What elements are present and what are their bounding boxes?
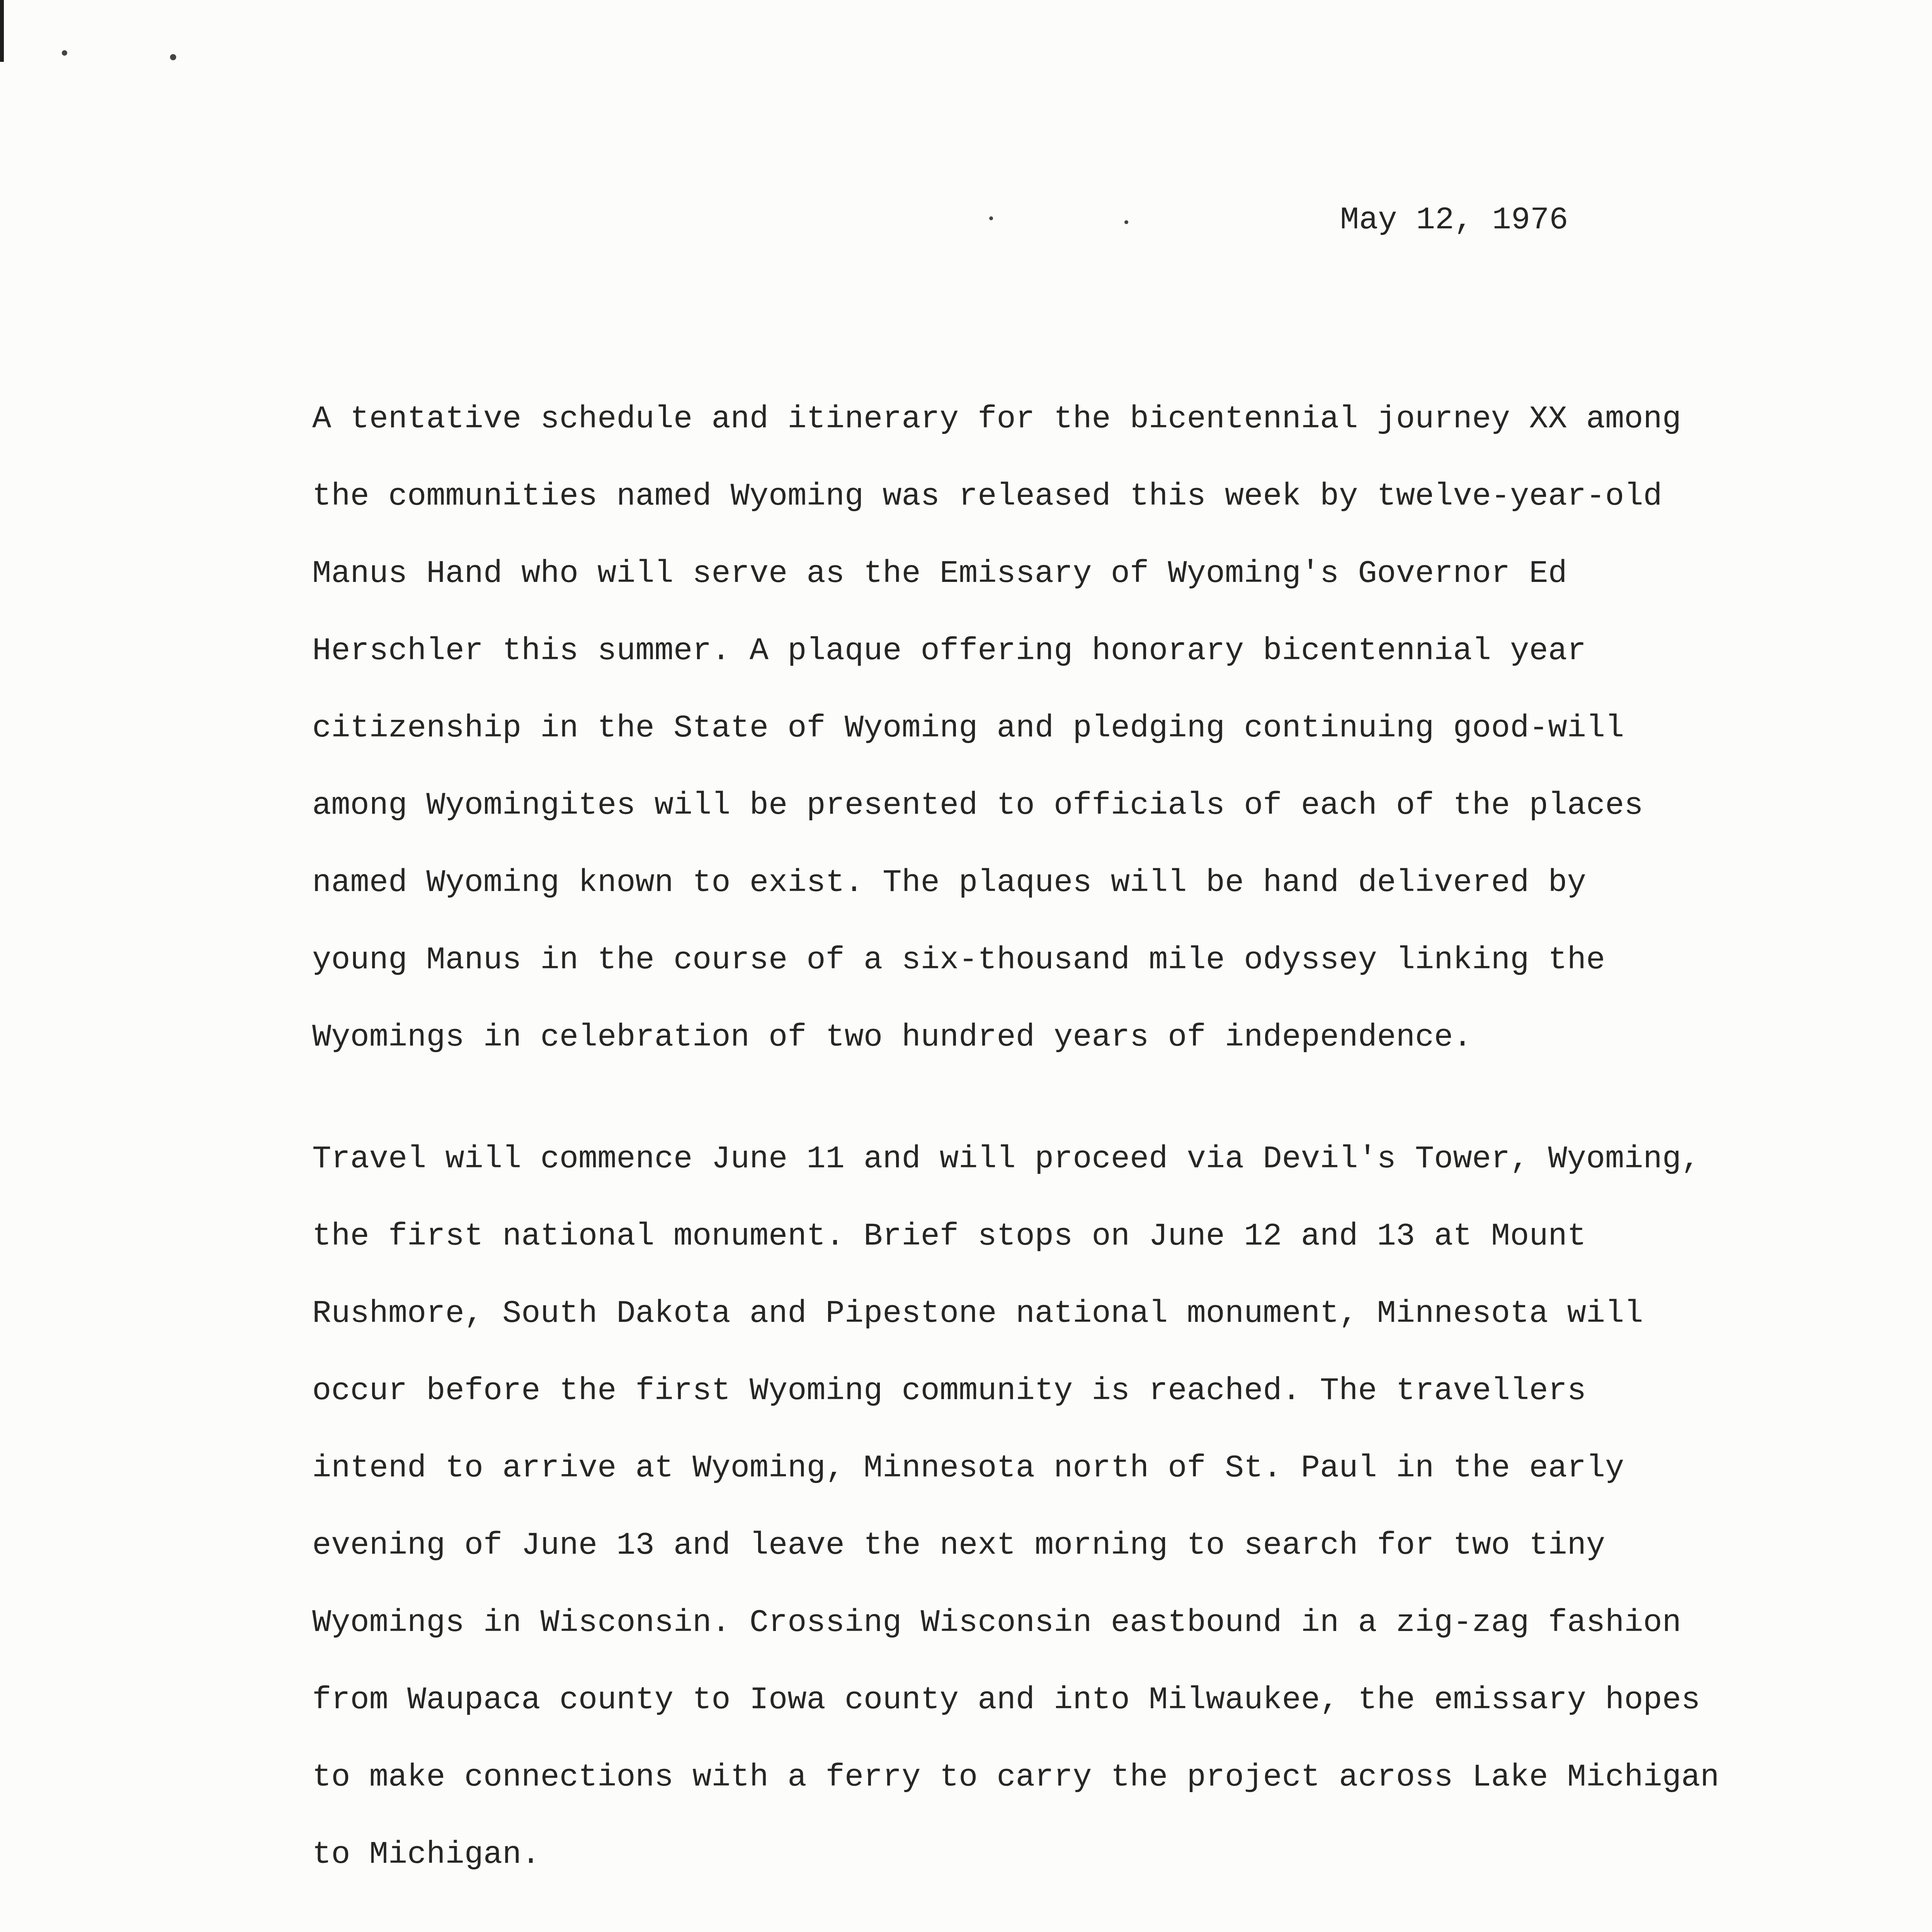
body-text-line: to Michigan. [312, 1837, 541, 1872]
body-text-line: the first national monument. Brief stops on June 12 and 13 at Mount [312, 1218, 1586, 1254]
scan-speck [62, 50, 67, 56]
body-text-line: intend to arrive at Wyoming, Minnesota north of St. Paul in the early [312, 1450, 1624, 1486]
scan-speck [1124, 220, 1128, 224]
body-text-line: young Manus in the course of a six-thousand mile odyssey linking the [312, 942, 1605, 978]
scan-speck [170, 54, 176, 60]
body-text-line: occur before the first Wyoming community is reached. The travellers [312, 1373, 1586, 1409]
body-text-line: Rushmore, South Dakota and Pipestone national monument, Minnesota will [312, 1296, 1643, 1332]
scan-edge-mark [0, 0, 4, 62]
body-text-line: Manus Hand who will serve as the Emissary of Wyoming's Governor Ed [312, 556, 1567, 592]
scan-speck [989, 216, 993, 220]
body-text-line: A tentative schedule and itinerary for the bicentennial journey XX among [312, 401, 1681, 437]
body-text-line: from Waupaca county to Iowa county and into Milwaukee, the emissary hopes [312, 1682, 1701, 1718]
body-text-line: Herschler this summer. A plaque offering honorary bicentennial year [312, 633, 1586, 669]
body-text-line: Travel will commence June 11 and will proceed via Devil's Tower, Wyoming, [312, 1141, 1701, 1177]
body-text-line: the communities named Wyoming was released this week by twelve-year-old [312, 478, 1662, 514]
body-text-line: among Wyomingites will be presented to officials of each of the places [312, 787, 1643, 823]
body-text-line: Wyomings in celebration of two hundred years of independence. [312, 1019, 1472, 1055]
body-text-line: to make connections with a ferry to carry the project across Lake Michigan [312, 1759, 1719, 1795]
body-text-line: named Wyoming known to exist. The plaques will be hand delivered by [312, 865, 1586, 901]
body-text-line: evening of June 13 and leave the next morning to search for two tiny [312, 1527, 1605, 1563]
body-text-line: Wyomings in Wisconsin. Crossing Wisconsin eastbound in a zig-zag fashion [312, 1605, 1681, 1641]
letter-date: May 12, 1976 [1340, 202, 1568, 238]
body-text-line: citizenship in the State of Wyoming and pledging continuing good-will [312, 710, 1624, 746]
